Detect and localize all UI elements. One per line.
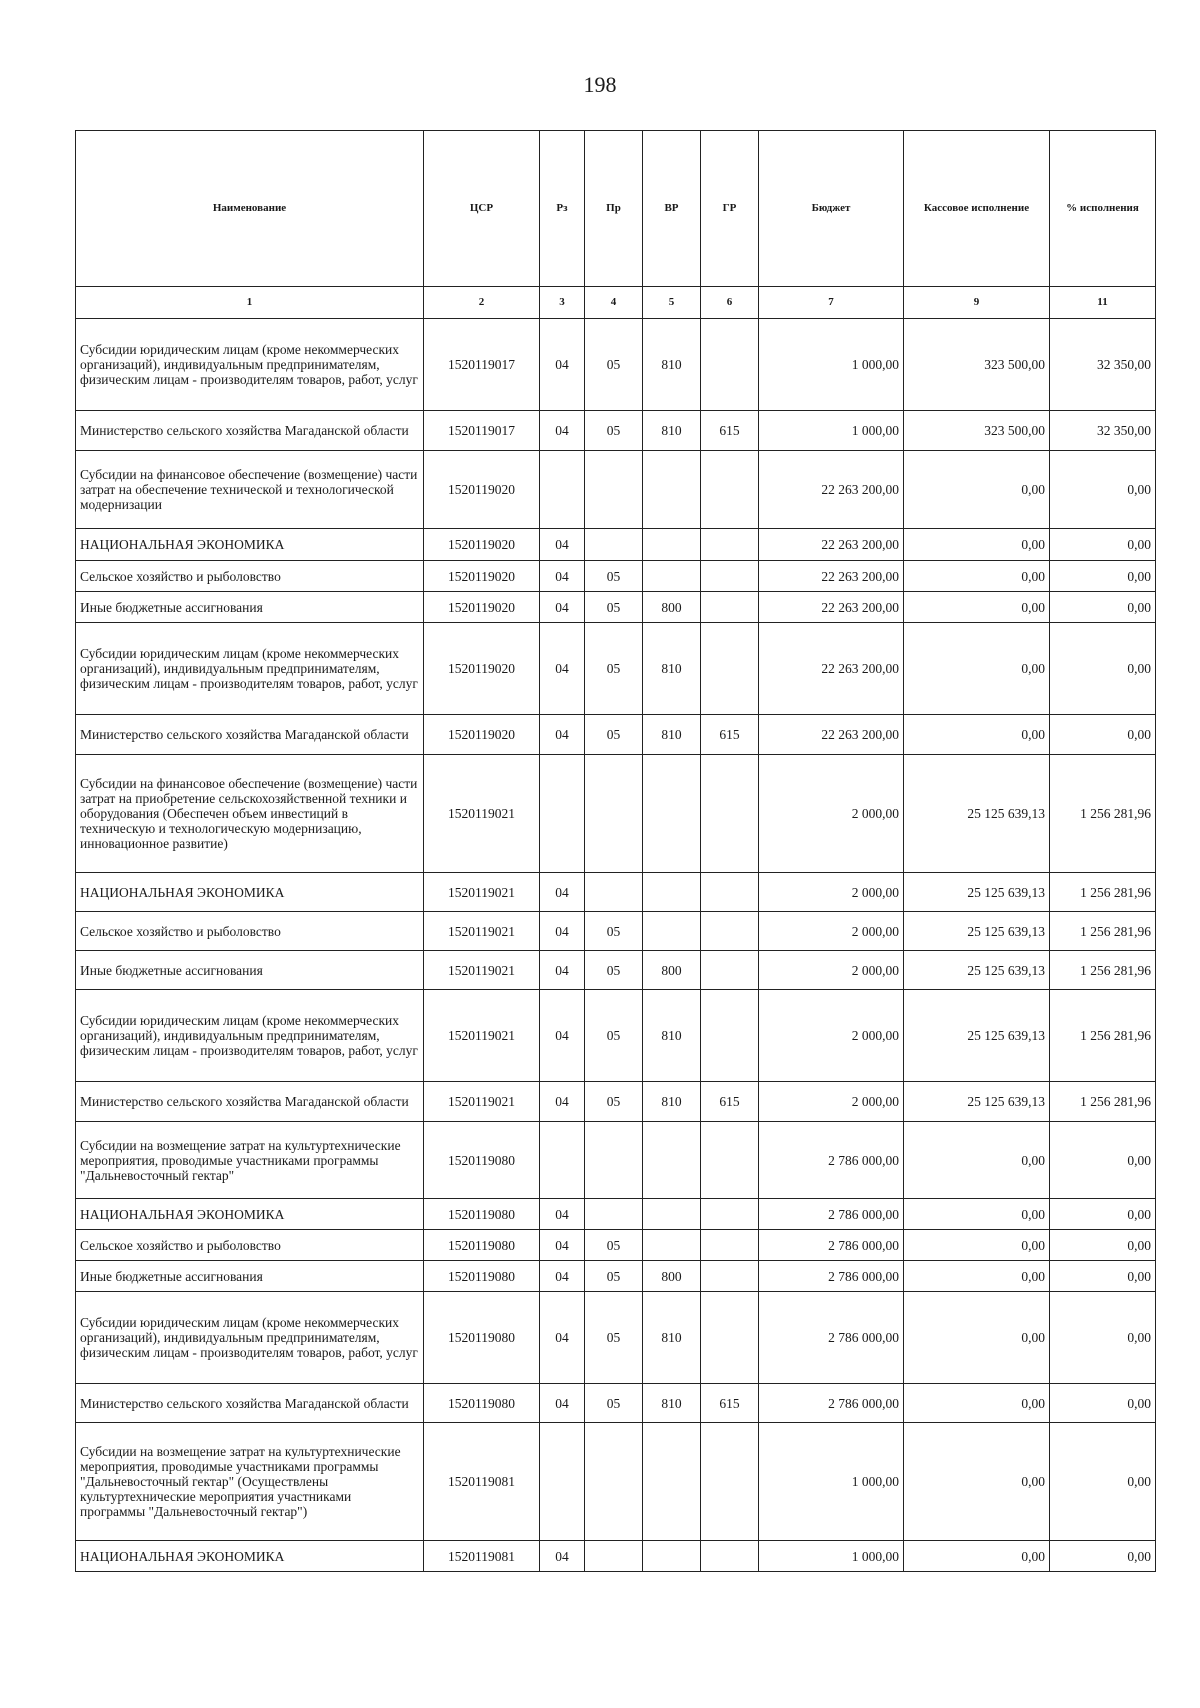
table-row: [76, 1384, 1156, 1423]
row-pct: 1 256 281,96: [1050, 873, 1156, 912]
row-rz: 04: [540, 1541, 585, 1572]
row-pct: 0,00: [1050, 715, 1156, 755]
row-kassa: 0,00: [904, 623, 1050, 715]
row-csr: 1520119017: [424, 411, 540, 451]
table-row: [76, 623, 1156, 715]
row-name: Иные бюджетные ассигнования: [76, 951, 424, 990]
table-row: [76, 451, 1156, 529]
row-gr: [701, 990, 759, 1082]
colnum-csr: 2: [424, 287, 540, 319]
row-name: Министерство сельского хозяйства Магаданской области: [76, 715, 424, 755]
row-vr: 810: [643, 623, 701, 715]
table-row: [76, 1261, 1156, 1292]
row-rz: 04: [540, 529, 585, 561]
row-rz: 04: [540, 873, 585, 912]
row-vr: [643, 912, 701, 951]
row-rz: 04: [540, 1261, 585, 1292]
row-gr: [701, 1230, 759, 1261]
row-budget: 22 263 200,00: [759, 623, 904, 715]
row-pr: [585, 755, 643, 873]
row-pct: 1 256 281,96: [1050, 912, 1156, 951]
row-budget: 1 000,00: [759, 1541, 904, 1572]
table-row: [76, 873, 1156, 912]
row-budget: 2 000,00: [759, 873, 904, 912]
row-pct: 0,00: [1050, 592, 1156, 623]
row-vr: [643, 451, 701, 529]
row-kassa: 0,00: [904, 561, 1050, 592]
row-name: Сельское хозяйство и рыболовство: [76, 1230, 424, 1261]
colnum-pct: 11: [1050, 287, 1156, 319]
row-pr: 05: [585, 1230, 643, 1261]
row-budget: 2 000,00: [759, 990, 904, 1082]
row-rz: 04: [540, 411, 585, 451]
table-row: [76, 1423, 1156, 1541]
row-csr: 1520119081: [424, 1423, 540, 1541]
row-kassa: 25 125 639,13: [904, 990, 1050, 1082]
header-gr: ГР: [701, 131, 759, 287]
row-kassa: 323 500,00: [904, 319, 1050, 411]
row-vr: [643, 1199, 701, 1230]
header-budget: Бюджет: [759, 131, 904, 287]
row-csr: 1520119080: [424, 1261, 540, 1292]
table-row: [76, 1230, 1156, 1261]
row-kassa: 0,00: [904, 451, 1050, 529]
table-row: [76, 715, 1156, 755]
row-pct: 0,00: [1050, 623, 1156, 715]
row-pr: 05: [585, 1261, 643, 1292]
row-vr: [643, 529, 701, 561]
row-pct: 0,00: [1050, 1122, 1156, 1199]
row-vr: 800: [643, 951, 701, 990]
table-row: [76, 951, 1156, 990]
row-name: Субсидии юридическим лицам (кроме некоммерческих организаций), индивидуальным предпринимателям, физическим лицам - производителям товаров, работ, услуг: [76, 623, 424, 715]
row-name: Субсидии на финансовое обеспечение (возмещение) части затрат на приобретение сельскохозяйственной техники и оборудования (Обеспечен объем инвестиций в техническую и технологическую модернизацию, инновационное развитие): [76, 755, 424, 873]
row-kassa: 323 500,00: [904, 411, 1050, 451]
row-name: Субсидии юридическим лицам (кроме некоммерческих организаций), индивидуальным предпринимателям, физическим лицам - производителям товаров, работ, услуг: [76, 1292, 424, 1384]
row-name: Субсидии на возмещение затрат на культуртехнические мероприятия, проводимые участниками программы "Дальневосточный гектар": [76, 1122, 424, 1199]
header-vr: ВР: [643, 131, 701, 287]
row-pr: 05: [585, 561, 643, 592]
row-gr: [701, 319, 759, 411]
row-budget: 2 000,00: [759, 755, 904, 873]
row-csr: 1520119020: [424, 451, 540, 529]
row-csr: 1520119017: [424, 319, 540, 411]
row-budget: 22 263 200,00: [759, 451, 904, 529]
table-row: [76, 592, 1156, 623]
row-pr: 05: [585, 1082, 643, 1122]
row-name: Субсидии юридическим лицам (кроме некоммерческих организаций), индивидуальным предпринимателям, физическим лицам - производителям товаров, работ, услуг: [76, 319, 424, 411]
row-rz: 04: [540, 561, 585, 592]
row-rz: 04: [540, 319, 585, 411]
row-name: Субсидии на возмещение затрат на культуртехнические мероприятия, проводимые участниками программы "Дальневосточный гектар" (Осуществлены культуртехнические мероприятия участниками программы "Дальневосточный гектар"): [76, 1423, 424, 1541]
row-pct: 32 350,00: [1050, 411, 1156, 451]
table-row: [76, 990, 1156, 1082]
row-rz: 04: [540, 623, 585, 715]
row-gr: [701, 529, 759, 561]
row-csr: 1520119081: [424, 1541, 540, 1572]
row-vr: 810: [643, 1082, 701, 1122]
row-budget: 2 786 000,00: [759, 1199, 904, 1230]
table-body: [76, 319, 1156, 1572]
row-pct: 1 256 281,96: [1050, 1082, 1156, 1122]
row-vr: [643, 1230, 701, 1261]
budget-table: [75, 130, 1156, 1572]
row-pct: 0,00: [1050, 451, 1156, 529]
row-rz: 04: [540, 1230, 585, 1261]
row-kassa: 25 125 639,13: [904, 912, 1050, 951]
row-kassa: 0,00: [904, 1292, 1050, 1384]
row-pct: 0,00: [1050, 1541, 1156, 1572]
row-pr: [585, 1122, 643, 1199]
row-gr: [701, 755, 759, 873]
row-name: Субсидии на финансовое обеспечение (возмещение) части затрат на обеспечение технической и технологической модернизации: [76, 451, 424, 529]
colnum-gr: 6: [701, 287, 759, 319]
row-gr: 615: [701, 411, 759, 451]
row-budget: 2 786 000,00: [759, 1261, 904, 1292]
table-row: [76, 319, 1156, 411]
row-kassa: 25 125 639,13: [904, 1082, 1050, 1122]
row-name: НАЦИОНАЛЬНАЯ ЭКОНОМИКА: [76, 873, 424, 912]
row-vr: 810: [643, 319, 701, 411]
row-name: Иные бюджетные ассигнования: [76, 592, 424, 623]
row-gr: [701, 1541, 759, 1572]
row-rz: 04: [540, 1292, 585, 1384]
row-csr: 1520119080: [424, 1384, 540, 1423]
row-gr: 615: [701, 1082, 759, 1122]
row-rz: 04: [540, 1384, 585, 1423]
row-pr: 05: [585, 715, 643, 755]
table-row: [76, 912, 1156, 951]
row-pr: [585, 1541, 643, 1572]
column-number-row: [76, 287, 1156, 319]
row-kassa: 0,00: [904, 1122, 1050, 1199]
row-pr: 05: [585, 951, 643, 990]
row-csr: 1520119021: [424, 990, 540, 1082]
row-gr: [701, 561, 759, 592]
row-name: НАЦИОНАЛЬНАЯ ЭКОНОМИКА: [76, 1541, 424, 1572]
row-pct: 0,00: [1050, 561, 1156, 592]
row-pr: 05: [585, 1292, 643, 1384]
header-rz: Рз: [540, 131, 585, 287]
row-kassa: 0,00: [904, 715, 1050, 755]
row-vr: 800: [643, 1261, 701, 1292]
row-vr: [643, 1122, 701, 1199]
row-csr: 1520119020: [424, 561, 540, 592]
row-vr: [643, 755, 701, 873]
row-vr: [643, 561, 701, 592]
row-pct: 1 256 281,96: [1050, 951, 1156, 990]
table-row: [76, 1082, 1156, 1122]
colnum-rz: 3: [540, 287, 585, 319]
row-pct: 0,00: [1050, 1292, 1156, 1384]
row-gr: [701, 1423, 759, 1541]
row-csr: 1520119080: [424, 1199, 540, 1230]
row-budget: 2 000,00: [759, 1082, 904, 1122]
row-pct: 0,00: [1050, 1423, 1156, 1541]
row-pct: 0,00: [1050, 1230, 1156, 1261]
row-budget: 22 263 200,00: [759, 529, 904, 561]
row-pct: 1 256 281,96: [1050, 990, 1156, 1082]
row-csr: 1520119080: [424, 1292, 540, 1384]
row-gr: [701, 1292, 759, 1384]
row-gr: [701, 1122, 759, 1199]
row-csr: 1520119021: [424, 912, 540, 951]
row-rz: 04: [540, 715, 585, 755]
row-name: Субсидии юридическим лицам (кроме некоммерческих организаций), индивидуальным предпринимателям, физическим лицам - производителям товаров, работ, услуг: [76, 990, 424, 1082]
row-name: НАЦИОНАЛЬНАЯ ЭКОНОМИКА: [76, 1199, 424, 1230]
row-name: Сельское хозяйство и рыболовство: [76, 561, 424, 592]
row-budget: 22 263 200,00: [759, 592, 904, 623]
header-row: [76, 131, 1156, 287]
table-row: [76, 561, 1156, 592]
row-pr: 05: [585, 990, 643, 1082]
row-pct: 32 350,00: [1050, 319, 1156, 411]
row-pr: 05: [585, 411, 643, 451]
header-pct: % исполнения: [1050, 131, 1156, 287]
colnum-pr: 4: [585, 287, 643, 319]
row-csr: 1520119080: [424, 1230, 540, 1261]
row-name: Министерство сельского хозяйства Магаданской области: [76, 1384, 424, 1423]
row-gr: [701, 592, 759, 623]
row-vr: 800: [643, 592, 701, 623]
row-budget: 22 263 200,00: [759, 561, 904, 592]
row-pr: [585, 1199, 643, 1230]
colnum-kassa: 9: [904, 287, 1050, 319]
row-vr: [643, 873, 701, 912]
row-budget: 1 000,00: [759, 319, 904, 411]
row-name: Министерство сельского хозяйства Магаданской области: [76, 1082, 424, 1122]
row-budget: 2 786 000,00: [759, 1292, 904, 1384]
row-name: Министерство сельского хозяйства Магаданской области: [76, 411, 424, 451]
row-name: Сельское хозяйство и рыболовство: [76, 912, 424, 951]
table-row: [76, 1122, 1156, 1199]
row-rz: [540, 755, 585, 873]
row-kassa: 0,00: [904, 1230, 1050, 1261]
row-pct: 1 256 281,96: [1050, 755, 1156, 873]
row-rz: 04: [540, 1082, 585, 1122]
row-rz: [540, 1423, 585, 1541]
colnum-vr: 5: [643, 287, 701, 319]
table-row: [76, 1199, 1156, 1230]
row-vr: [643, 1541, 701, 1572]
row-gr: [701, 1261, 759, 1292]
row-vr: [643, 1423, 701, 1541]
row-vr: 810: [643, 990, 701, 1082]
row-pr: 05: [585, 319, 643, 411]
row-kassa: 0,00: [904, 1384, 1050, 1423]
row-budget: 22 263 200,00: [759, 715, 904, 755]
row-csr: 1520119021: [424, 951, 540, 990]
row-pr: 05: [585, 592, 643, 623]
row-pr: [585, 451, 643, 529]
row-kassa: 25 125 639,13: [904, 951, 1050, 990]
row-kassa: 0,00: [904, 1541, 1050, 1572]
row-kassa: 25 125 639,13: [904, 873, 1050, 912]
table-row: [76, 411, 1156, 451]
page-number: 198: [583, 72, 617, 97]
row-pr: [585, 1423, 643, 1541]
row-gr: [701, 951, 759, 990]
row-kassa: 0,00: [904, 1199, 1050, 1230]
row-gr: [701, 873, 759, 912]
table-row: [76, 1292, 1156, 1384]
row-csr: 1520119020: [424, 623, 540, 715]
row-rz: [540, 451, 585, 529]
row-budget: 2 000,00: [759, 912, 904, 951]
row-rz: 04: [540, 912, 585, 951]
row-gr: [701, 1199, 759, 1230]
row-vr: 810: [643, 1384, 701, 1423]
header-pr: Пр: [585, 131, 643, 287]
row-rz: 04: [540, 951, 585, 990]
row-csr: 1520119021: [424, 755, 540, 873]
row-vr: 810: [643, 411, 701, 451]
table-row: [76, 1541, 1156, 1572]
row-pr: 05: [585, 912, 643, 951]
row-pct: 0,00: [1050, 1384, 1156, 1423]
row-budget: 1 000,00: [759, 1423, 904, 1541]
row-budget: 2 786 000,00: [759, 1384, 904, 1423]
header-name: Наименование: [76, 131, 424, 287]
row-kassa: 0,00: [904, 592, 1050, 623]
row-name: Иные бюджетные ассигнования: [76, 1261, 424, 1292]
row-csr: 1520119021: [424, 873, 540, 912]
row-rz: 04: [540, 592, 585, 623]
row-pr: [585, 873, 643, 912]
table-row: [76, 529, 1156, 561]
row-gr: [701, 912, 759, 951]
row-kassa: 25 125 639,13: [904, 755, 1050, 873]
row-vr: 810: [643, 715, 701, 755]
row-budget: 2 000,00: [759, 951, 904, 990]
row-pct: 0,00: [1050, 1261, 1156, 1292]
row-budget: 1 000,00: [759, 411, 904, 451]
row-pr: 05: [585, 623, 643, 715]
row-kassa: 0,00: [904, 529, 1050, 561]
row-gr: [701, 623, 759, 715]
row-budget: 2 786 000,00: [759, 1122, 904, 1199]
row-budget: 2 786 000,00: [759, 1230, 904, 1261]
row-csr: 1520119020: [424, 529, 540, 561]
row-rz: 04: [540, 990, 585, 1082]
row-pct: 0,00: [1050, 529, 1156, 561]
colnum-budget: 7: [759, 287, 904, 319]
row-vr: 810: [643, 1292, 701, 1384]
row-csr: 1520119021: [424, 1082, 540, 1122]
row-rz: 04: [540, 1199, 585, 1230]
row-rz: [540, 1122, 585, 1199]
row-gr: 615: [701, 1384, 759, 1423]
row-pr: 05: [585, 1384, 643, 1423]
row-pr: [585, 529, 643, 561]
colnum-name: 1: [76, 287, 424, 319]
row-pct: 0,00: [1050, 1199, 1156, 1230]
row-name: НАЦИОНАЛЬНАЯ ЭКОНОМИКА: [76, 529, 424, 561]
row-csr: 1520119080: [424, 1122, 540, 1199]
header-kassa: Кассовое исполнение: [904, 131, 1050, 287]
row-csr: 1520119020: [424, 592, 540, 623]
row-kassa: 0,00: [904, 1423, 1050, 1541]
row-kassa: 0,00: [904, 1261, 1050, 1292]
row-gr: [701, 451, 759, 529]
header-csr: ЦСР: [424, 131, 540, 287]
table-row: [76, 755, 1156, 873]
row-gr: 615: [701, 715, 759, 755]
row-csr: 1520119020: [424, 715, 540, 755]
